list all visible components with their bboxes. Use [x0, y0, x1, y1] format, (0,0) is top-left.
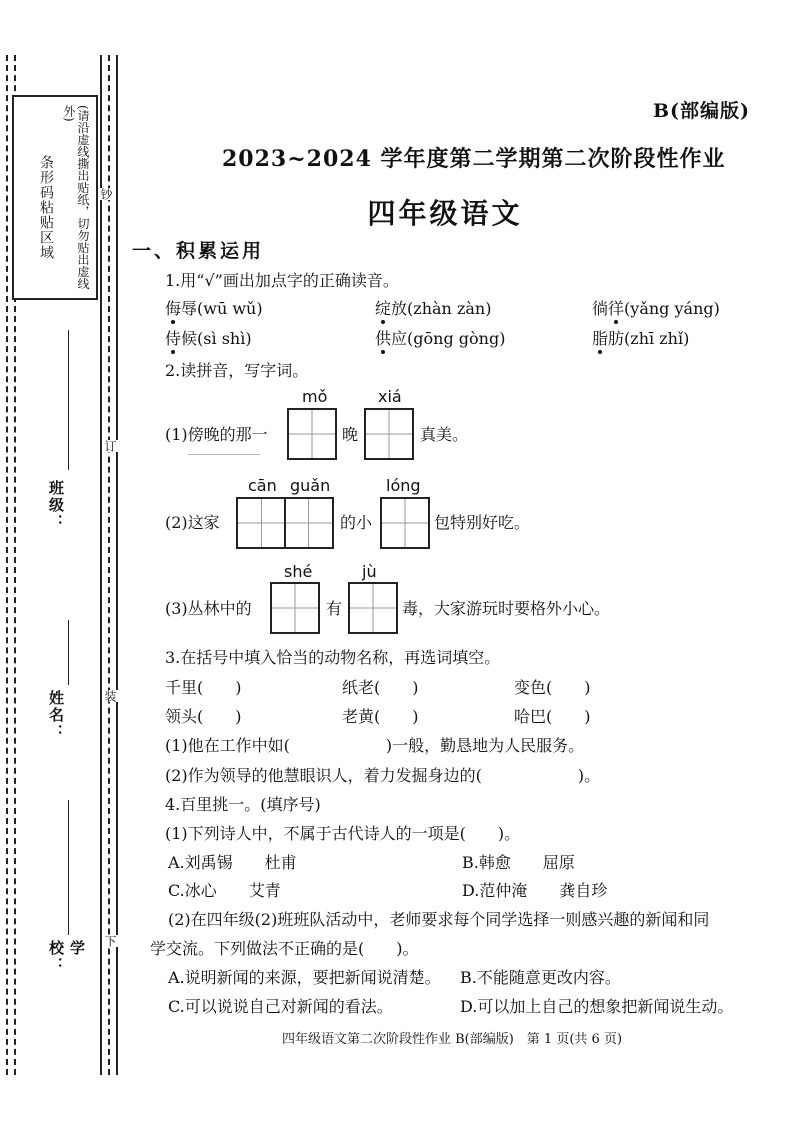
- subject-title: 四年级语文: [367, 197, 523, 230]
- exam-title: 2023~2024 学年度第二学期第二次阶段性作业: [222, 146, 726, 172]
- q1-item: 供应(gōng gòng): [375, 326, 505, 349]
- q3-sentence: (2)作为领导的他慧眼识人，着力发掘身边的( )。: [165, 766, 601, 785]
- cut-mark: 下: [103, 935, 117, 947]
- q3-prompt: 3.在括号中填入恰当的动物名称，再选词填空。: [165, 648, 501, 667]
- school-label: 学校：: [47, 940, 86, 974]
- q3-sentence: (1)他在工作中如( )一般，勤恳地为人民服务。: [165, 736, 585, 755]
- writing-box[interactable]: [287, 408, 337, 460]
- pinyin: mǒ: [302, 387, 328, 406]
- q2-s2-post: 包特别好吃。: [434, 513, 531, 532]
- pinyin: guǎn: [290, 476, 331, 495]
- section-heading: 一、积累运用: [132, 240, 265, 262]
- q4-option: C.可以说说自己对新闻的看法。: [168, 997, 393, 1016]
- name-field[interactable]: [44, 620, 76, 760]
- name-label: 姓名：: [47, 690, 65, 741]
- cut-mark: 钞: [99, 188, 113, 200]
- q1-word: 侮: [165, 296, 181, 319]
- q4-sub1: (1)下列诗人中，不属于古代诗人的一项是( )。: [165, 824, 521, 843]
- q3-item: 纸老( ): [342, 678, 419, 697]
- q2-s3-pre: (3)丛林中的: [165, 599, 252, 618]
- q4-option: C.冰心 艾青: [168, 881, 281, 900]
- q2-s1-pre: (1)傍晚的那一: [165, 425, 268, 444]
- q2-s2-pre: (2)这家: [165, 513, 220, 532]
- q4-option: A.刘禹锡 杜甫: [168, 853, 297, 872]
- q1-item: 脂肪(zhī zhǐ): [592, 326, 689, 349]
- pinyin: cān: [248, 476, 277, 495]
- q1-item: 侍候(sì shì): [165, 326, 252, 349]
- q2-s1-post: 真美。: [420, 425, 469, 444]
- q2-s3-mid: 有: [326, 599, 343, 618]
- q2-s2-mid: 的小: [340, 513, 373, 532]
- q3-item: 领头( ): [165, 707, 242, 726]
- q4-option: A.说明新闻的来源，要把新闻说清楚。: [168, 968, 441, 987]
- q2-s3-post: 毒，大家游玩时要格外小心。: [402, 599, 611, 618]
- faint-line: [188, 454, 260, 455]
- q3-item: 哈巴( ): [514, 707, 591, 726]
- page-footer: 四年级语文第二次阶段性作业 B(部编版) 第 1 页(共 6 页): [281, 1032, 623, 1047]
- edition-label: B(部编版): [652, 100, 750, 122]
- q1-item: 绽放(zhàn zàn): [375, 296, 491, 319]
- pinyin: jù: [362, 562, 377, 581]
- writing-box[interactable]: [348, 582, 398, 634]
- barcode-note: (请沿虚线撕出贴纸，切勿贴出虚线外): [62, 105, 90, 290]
- q4-sub2: 学交流。下列做法不正确的是( )。: [150, 939, 419, 958]
- q1-item: 侮辱(wū wǔ): [165, 296, 263, 319]
- writing-box[interactable]: [380, 497, 430, 549]
- cut-mark: 装: [103, 690, 117, 702]
- writing-box[interactable]: [270, 582, 320, 634]
- pinyin: xiá: [378, 387, 402, 406]
- q2-s1-mid: 晚: [342, 425, 359, 444]
- q1-prompt: 1.用“√”画出加点字的正确读音。: [165, 271, 399, 290]
- q4-option: B.韩愈 屈原: [462, 853, 575, 872]
- school-field[interactable]: [44, 800, 86, 980]
- pinyin: lóng: [386, 476, 421, 495]
- q3-item: 变色( ): [514, 678, 591, 697]
- q4-prompt: 4.百里挑一。(填序号): [165, 795, 321, 814]
- q4-option: B.不能随意更改内容。: [460, 968, 621, 987]
- q4-sub2: (2)在四年级(2)班班队活动中，老师要求每个同学选择一则感兴趣的新闻和同: [168, 910, 710, 929]
- class-field[interactable]: [44, 330, 76, 590]
- writing-box[interactable]: [364, 408, 414, 460]
- q3-item: 老黄( ): [342, 707, 419, 726]
- writing-box[interactable]: [236, 497, 334, 549]
- pinyin: shé: [284, 562, 313, 581]
- q4-option: D.可以加上自己的想象把新闻说生动。: [460, 997, 734, 1016]
- cut-mark: 订: [103, 440, 117, 452]
- q2-prompt: 2.读拼音，写字词。: [165, 361, 309, 380]
- q1-item: 徜徉(yǎng yáng): [592, 296, 720, 319]
- barcode-area-label: 条形码粘贴区域: [38, 155, 54, 260]
- class-label: 班级：: [47, 480, 65, 531]
- q3-item: 千里( ): [165, 678, 242, 697]
- q4-option: D.范仲淹 龚自珍: [462, 881, 608, 900]
